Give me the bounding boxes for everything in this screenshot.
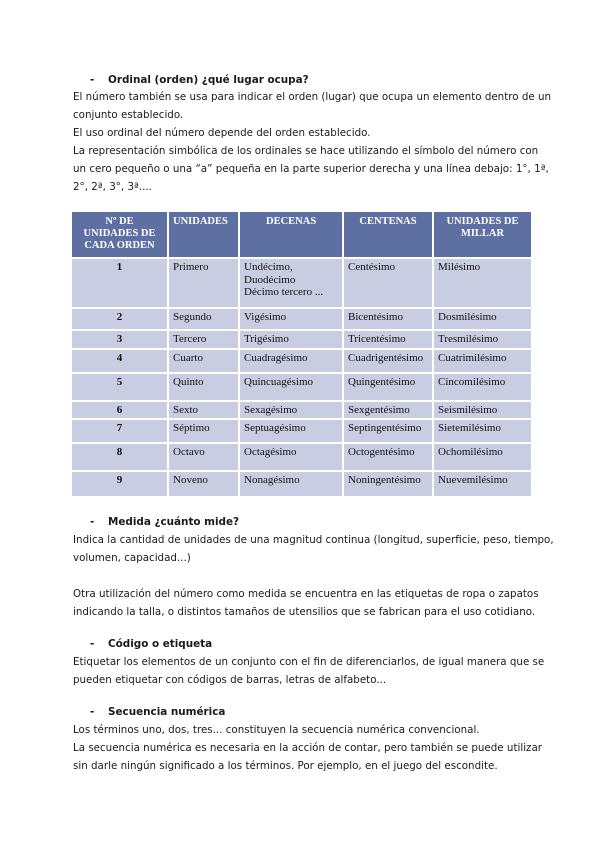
cell-text: Quincuagésimo bbox=[244, 375, 314, 388]
cell-text: Sietemilésimo bbox=[438, 422, 501, 434]
cell-orden: 7 bbox=[72, 419, 168, 443]
cell-text: Tercero bbox=[173, 333, 207, 345]
heading-text: Ordinal (orden) ¿qué lugar ocupa? bbox=[108, 74, 309, 86]
cell-decenas bbox=[239, 443, 343, 471]
cell-text: Quinto bbox=[173, 375, 204, 388]
cell-orden: 1 bbox=[72, 258, 168, 308]
cell-unidades bbox=[168, 308, 239, 330]
cell-text: Noveno bbox=[173, 474, 208, 486]
cell-text: Centésimo bbox=[348, 261, 396, 273]
cell-text: Ochomilésimo bbox=[438, 446, 503, 458]
header-line: UNIDADES bbox=[173, 216, 228, 227]
cell-centenas bbox=[343, 373, 433, 401]
text-line: La representación simbólica de los ordinales se hace utilizando el símbolo del número con bbox=[73, 145, 539, 157]
table-header-row bbox=[72, 212, 531, 258]
text-line: Etiquetar los elementos de un conjunto con el fin de diferenciarlos, de igual manera que se bbox=[73, 656, 545, 668]
text-line: Indica la cantidad de unidades de una magnitud continua (longitud, superficie, peso, tiempo, bbox=[73, 534, 554, 546]
cell-orden: 4 bbox=[72, 349, 168, 373]
cell-text: Décimo tercero ... bbox=[244, 286, 324, 298]
cell-decenas bbox=[239, 258, 343, 308]
table-row bbox=[72, 443, 531, 471]
header-unidades bbox=[168, 212, 239, 258]
cell-unidades bbox=[168, 419, 239, 443]
table-row bbox=[72, 258, 531, 308]
cell-text: Séptimo bbox=[173, 422, 210, 434]
cell-unidades bbox=[168, 401, 239, 420]
cell-decenas bbox=[239, 373, 343, 401]
cell-millar bbox=[433, 349, 531, 373]
cell-text: Tresmilésimo bbox=[438, 333, 499, 345]
table-row bbox=[72, 349, 531, 373]
cell-unidades bbox=[168, 373, 239, 401]
cell-orden: 9 bbox=[72, 471, 168, 496]
text-line: indicando la talla, o distintos tamaños de utensilios que se fabrican para el uso cotidiano. bbox=[73, 606, 536, 618]
cell-millar bbox=[433, 401, 531, 420]
section-heading-ordinal bbox=[90, 74, 309, 86]
cell-centenas bbox=[343, 443, 433, 471]
cell-text: Nuevemilésimo bbox=[438, 474, 508, 486]
cell-text: Sexagésimo bbox=[244, 403, 298, 416]
text-line: volumen, capacidad...) bbox=[73, 552, 191, 564]
bullet-dash: - bbox=[90, 638, 95, 650]
ordinals-table bbox=[72, 212, 531, 496]
text-line: Otra utilización del número como medida se encuentra en las etiquetas de ropa o zapatos bbox=[73, 588, 539, 600]
cell-decenas bbox=[239, 330, 343, 349]
header-line: Nº DE bbox=[105, 216, 134, 227]
cell-text: Octogentésimo bbox=[348, 446, 415, 458]
cell-text: Sexto bbox=[173, 403, 199, 416]
header-line: CENTENAS bbox=[359, 216, 417, 227]
table-row bbox=[72, 419, 531, 443]
cell-millar bbox=[433, 471, 531, 496]
paragraph-medida bbox=[73, 531, 554, 621]
header-centenas bbox=[343, 212, 433, 258]
cell-orden: 2 bbox=[72, 308, 168, 330]
cell-text: Vigésimo bbox=[244, 311, 287, 323]
cell-text: Trigésimo bbox=[244, 333, 289, 345]
cell-text: Sexgentésimo bbox=[348, 403, 410, 416]
cell-decenas bbox=[239, 471, 343, 496]
text-line: La secuencia numérica es necesaria en la acción de contar, pero también se puede utilizar bbox=[73, 742, 543, 754]
cell-text: Milésimo bbox=[438, 261, 481, 273]
table-row bbox=[72, 373, 531, 401]
cell-text: Duodécimo bbox=[244, 273, 296, 286]
header-line: DECENAS bbox=[266, 216, 317, 227]
cell-orden: 6 bbox=[72, 401, 168, 420]
cell-text: Septuagésimo bbox=[244, 422, 306, 434]
cell-text: Segundo bbox=[173, 311, 212, 323]
cell-decenas bbox=[239, 308, 343, 330]
cell-millar bbox=[433, 258, 531, 308]
table-row bbox=[72, 330, 531, 349]
cell-text: Cuadrigentésimo bbox=[348, 351, 424, 364]
cell-decenas bbox=[239, 349, 343, 373]
cell-text: Noningentésimo bbox=[348, 474, 421, 486]
cell-text: Primero bbox=[173, 261, 209, 273]
cell-unidades bbox=[168, 471, 239, 496]
cell-orden: 5 bbox=[72, 373, 168, 401]
cell-text: Seismilésimo bbox=[438, 403, 498, 416]
section-heading-codigo bbox=[90, 638, 212, 650]
text-line: conjunto establecido. bbox=[73, 109, 184, 121]
cell-text: Cincomilésimo bbox=[438, 375, 506, 388]
header-line: UNIDADES DE bbox=[446, 216, 519, 227]
cell-decenas bbox=[239, 419, 343, 443]
cell-text: Cuarto bbox=[173, 351, 203, 364]
heading-text: Código o etiqueta bbox=[108, 638, 213, 650]
cell-decenas bbox=[239, 401, 343, 420]
section-heading-secuencia bbox=[90, 706, 225, 718]
cell-millar bbox=[433, 308, 531, 330]
cell-centenas bbox=[343, 349, 433, 373]
header-line: MILLAR bbox=[460, 228, 505, 239]
cell-millar bbox=[433, 419, 531, 443]
cell-text: Octavo bbox=[173, 446, 205, 458]
cell-text: Cuadragésimo bbox=[244, 351, 308, 364]
cell-text: Cuatrimilésimo bbox=[438, 351, 507, 364]
table-row bbox=[72, 471, 531, 496]
header-unidades-de-millar bbox=[433, 212, 531, 258]
bullet-dash: - bbox=[90, 516, 95, 528]
cell-unidades bbox=[168, 258, 239, 308]
text-line: sin darle ningún significado a los términos. Por ejemplo, en el juego del escondite. bbox=[73, 760, 498, 772]
cell-centenas bbox=[343, 401, 433, 420]
cell-unidades bbox=[168, 330, 239, 349]
cell-centenas bbox=[343, 419, 433, 443]
cell-orden: 3 bbox=[72, 330, 168, 349]
text-line: pueden etiquetar con códigos de barras, letras de alfabeto... bbox=[73, 674, 387, 686]
cell-orden: 8 bbox=[72, 443, 168, 471]
cell-unidades bbox=[168, 443, 239, 471]
cell-centenas bbox=[343, 258, 433, 308]
cell-text: Octagésimo bbox=[244, 446, 297, 458]
bullet-dash: - bbox=[90, 706, 95, 718]
paragraph-secuencia bbox=[73, 721, 543, 775]
text-line: 2°, 2ª, 3°, 3ª.... bbox=[73, 181, 152, 193]
cell-text: Undécimo, bbox=[244, 261, 293, 273]
cell-text: Bicentésimo bbox=[348, 311, 403, 323]
cell-text: Dosmilésimo bbox=[438, 311, 497, 323]
cell-unidades bbox=[168, 349, 239, 373]
cell-millar bbox=[433, 330, 531, 349]
heading-text: Secuencia numérica bbox=[108, 706, 226, 718]
section-heading-medida bbox=[90, 516, 239, 528]
cell-centenas bbox=[343, 308, 433, 330]
text-line: El uso ordinal del número depende del orden establecido. bbox=[73, 127, 371, 139]
cell-centenas bbox=[343, 471, 433, 496]
blank-line bbox=[73, 567, 543, 585]
cell-text: Tricentésimo bbox=[348, 333, 406, 345]
text-line: Los términos uno, dos, tres... constituyen la secuencia numérica convencional. bbox=[73, 724, 480, 736]
header-line: CADA ORDEN bbox=[84, 240, 155, 251]
table-row bbox=[72, 308, 531, 330]
bullet-dash: - bbox=[90, 74, 95, 86]
text-line: El número también se usa para indicar el orden (lugar) que ocupa un elemento dentro de un bbox=[73, 91, 552, 103]
cell-text: Quingentésimo bbox=[348, 375, 416, 388]
table-row bbox=[72, 401, 531, 420]
cell-millar bbox=[433, 373, 531, 401]
paragraph-ordinal bbox=[73, 88, 552, 196]
paragraph-codigo bbox=[73, 653, 543, 689]
ordinals-table-image bbox=[72, 212, 531, 493]
heading-text: Medida ¿cuánto mide? bbox=[108, 516, 240, 528]
cell-text: Nonagésimo bbox=[244, 474, 300, 486]
cell-centenas bbox=[343, 330, 433, 349]
header-orden bbox=[72, 212, 168, 258]
cell-millar bbox=[433, 443, 531, 471]
text-line: un cero pequeño o una “a” pequeña en la parte superior derecha y una línea debajo: 1°, 1ª, bbox=[73, 163, 549, 175]
header-line: UNIDADES DE bbox=[83, 228, 156, 239]
cell-text: Septingentésimo bbox=[348, 422, 422, 434]
header-decenas bbox=[239, 212, 343, 258]
